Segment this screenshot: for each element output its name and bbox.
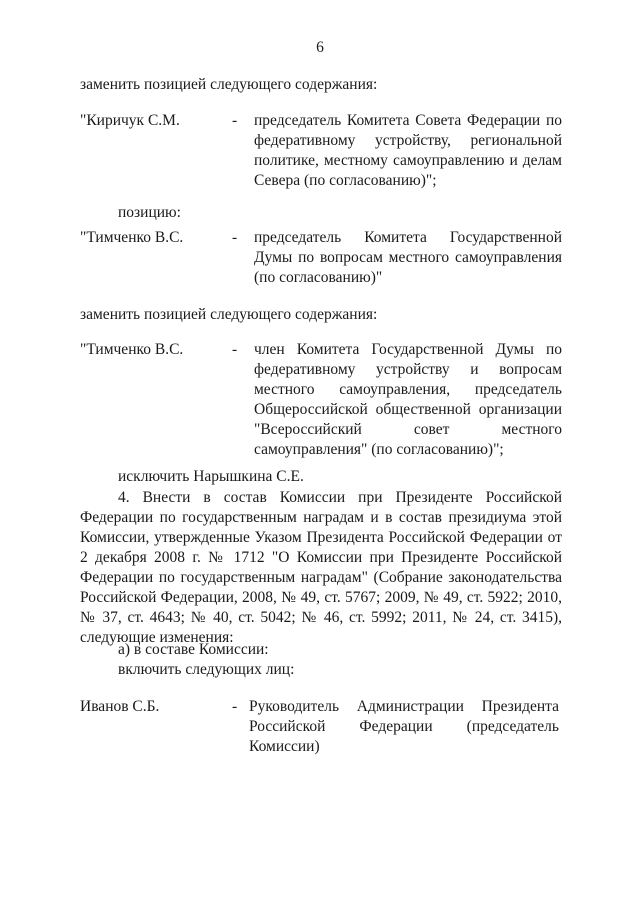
entry-timchenko-old-description: председатель Комитета Государственной Думы по вопросам местного самоуправления (по согласованию)" bbox=[254, 229, 562, 286]
include-instruction: включить следующих лиц: bbox=[118, 661, 295, 678]
position-label: позицию: bbox=[118, 204, 181, 221]
entry-ivanov-dash: - bbox=[232, 698, 238, 715]
item-4-paragraph: 4. Внести в состав Комиссии при Президенте Российской Федерации по государственным наградам и в состав президиума этой Комиссии, утвержденные Указом Президента Российской Федерации от 2 декабря 2008 г. № 1712 "О Комиссии при Президенте Российской Федерации по государственным наградам" (Собрание законодательства Российской Федерации, 2008, № 49, ст. 5767; 2009, № 49, ст. 5922; 2010, № 37, ст. 4643; № 40, ст. 5042; № 46, ст. 5992; 2011, № 24, ст. 3415), следующие изменения: bbox=[80, 489, 562, 646]
entry-timchenko-new-name: "Тимченко В.С. bbox=[80, 341, 184, 358]
entry-timchenko-old-dash: - bbox=[232, 229, 238, 246]
entry-timchenko-old-name: "Тимченко В.С. bbox=[80, 229, 184, 246]
entry-ivanov-description: Руководитель Администрации Президента Российской Федерации (председатель Комиссии) bbox=[249, 698, 559, 755]
entry-timchenko-new-description: член Комитета Государственной Думы по федеративному устройству и вопросам местного самоуправления, председатель Общероссийской общественной организации "Всероссийский совет местного самоуправления" (по согласованию)"; bbox=[254, 341, 562, 458]
entry-timchenko-new-dash: - bbox=[232, 341, 238, 358]
entry-ivanov-name: Иванов С.Б. bbox=[80, 698, 160, 715]
entry-kirichuk-dash: - bbox=[232, 112, 238, 129]
page-number: 6 bbox=[316, 39, 324, 56]
entry-kirichuk-name: "Киричук С.М. bbox=[80, 112, 180, 129]
sub-item-a: а) в составе Комиссии: bbox=[118, 641, 269, 658]
exclude-instruction: исключить Нарышкина С.Е. bbox=[118, 468, 304, 485]
replace-instruction-2: заменить позицией следующего содержания: bbox=[80, 306, 378, 323]
replace-instruction-1: заменить позицией следующего содержания: bbox=[80, 76, 378, 93]
entry-kirichuk-description: председатель Комитета Совета Федерации по федеративному устройству, региональной политике, местному самоуправлению и делам Севера (по согласованию)"; bbox=[254, 112, 562, 189]
